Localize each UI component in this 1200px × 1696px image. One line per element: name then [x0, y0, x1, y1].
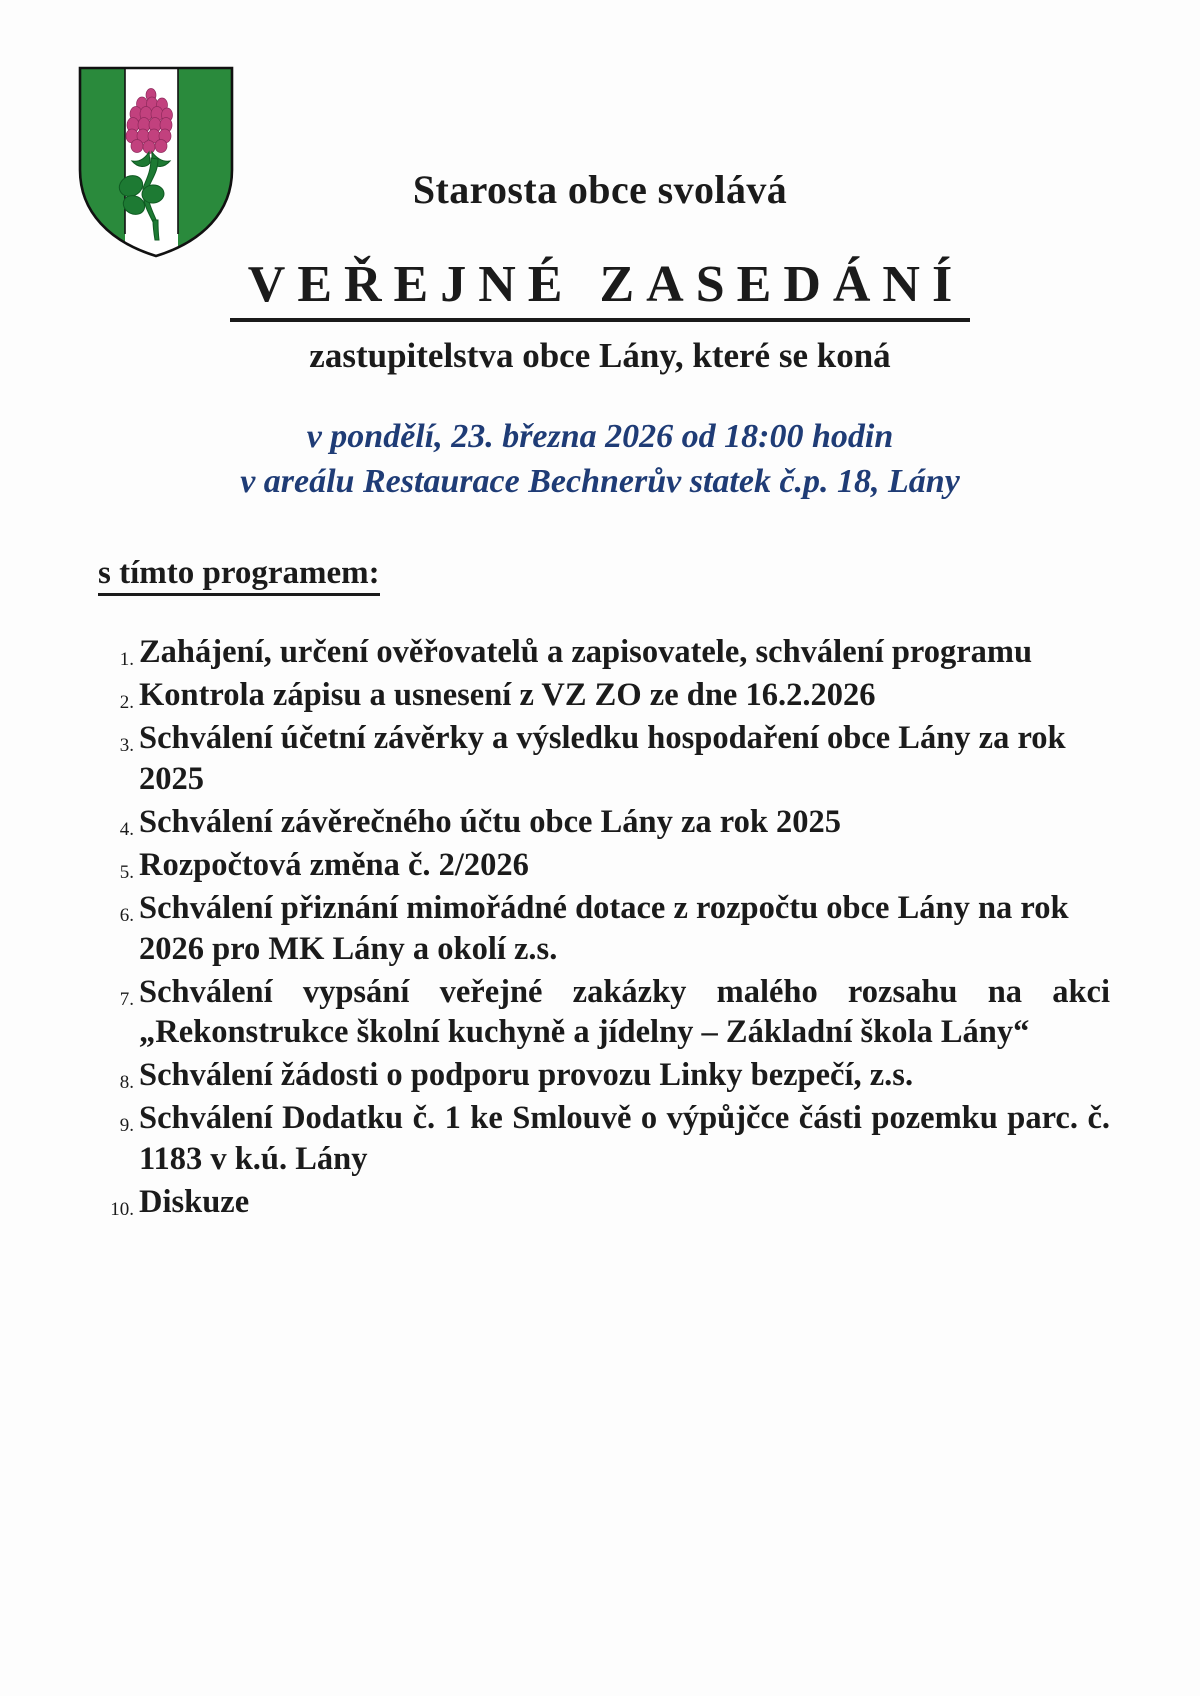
agenda-item-text: Schválení závěrečného účtu obce Lány za rok 2025 [139, 803, 842, 840]
agenda-item [100, 845, 1110, 886]
agenda-item-text: Zahájení, určení ověřovatelů a zapisovatele, schválení programu [139, 634, 1033, 670]
header-block [0, 168, 1200, 376]
agenda-item [100, 972, 1110, 1054]
agenda-item-text: Rozpočtová změna č. 2/2026 [139, 846, 529, 883]
agenda-item-number: 4. [119, 818, 134, 840]
event-datetime: v pondělí, 23. března 2026 od 18:00 hodin [306, 418, 894, 455]
agenda-item-text: Schválení Dodatku č. 1 ke Smlouvě o výpůjčce části pozemku parc. č. 1183 v k.ú. Lány [139, 1100, 1110, 1178]
event-details [0, 414, 1200, 504]
agenda-item [100, 718, 1110, 800]
agenda-item-text: Schválení žádosti o podporu provozu Linky bezpečí, z.s. [139, 1057, 914, 1094]
agenda-item [100, 888, 1110, 970]
agenda-item-number: 1. [119, 649, 134, 670]
event-venue: v areálu Restaurace Bechnerův statek č.p. 18, Lány [240, 463, 960, 501]
agenda-item [100, 802, 1110, 843]
council-line: zastupitelstva obce Lány, které se koná [309, 335, 891, 375]
agenda-item-text: Schválení přiznání mimořádné dotace z rozpočtu obce Lány na rok 2026 pro MK Lány a okolí z.s. [139, 889, 1069, 967]
agenda-item [100, 675, 1110, 716]
agenda-item [100, 1055, 1110, 1096]
agenda-item-number: 7. [119, 988, 134, 1010]
agenda-item-text: Schválení vypsání veřejné zakázky malého rozsahu na akci „Rekonstrukce školní kuchyně a jídelny – Základní škola Lány“ [139, 973, 1110, 1051]
agenda-item [100, 632, 1110, 673]
agenda-item-number: 3. [119, 734, 134, 756]
agenda-item-text: Schválení účetní závěrky a výsledku hospodaření obce Lány za rok 2025 [139, 719, 1066, 797]
agenda-item [100, 1182, 1110, 1223]
convener-line: Starosta obce svolává [412, 167, 788, 212]
agenda-item-text: Kontrola zápisu a usnesení z VZ ZO ze dne 16.2.2026 [139, 676, 876, 713]
agenda-item-number: 8. [119, 1072, 134, 1094]
agenda-list [100, 632, 1110, 1225]
programme-heading: s tímto programem: [98, 555, 380, 596]
agenda-item-number: 2. [119, 691, 134, 713]
agenda-item-number: 10. [110, 1199, 134, 1221]
agenda-item [100, 1098, 1110, 1180]
page-title: VEŘEJNÉ ZASEDÁNÍ [230, 258, 970, 322]
agenda-item-text: Diskuze [139, 1184, 250, 1221]
agenda-item-number: 5. [119, 861, 134, 883]
agenda-item-number: 6. [119, 904, 134, 926]
agenda-item-number: 9. [119, 1115, 134, 1137]
